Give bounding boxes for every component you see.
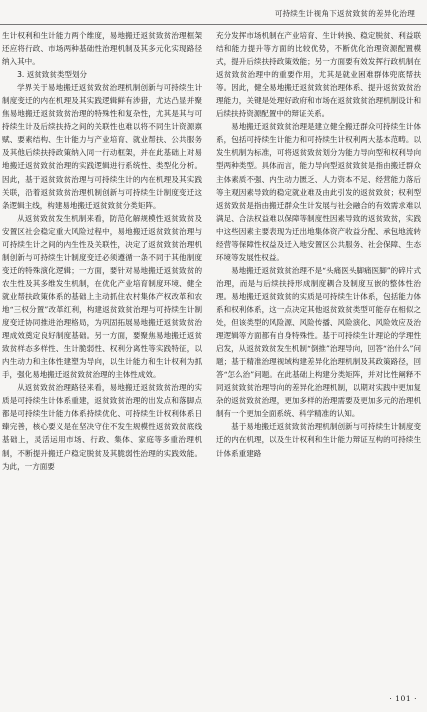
right-paragraph-4: 基于易地搬迁返贫致贫治理机制创新与可持续生计制度变迁的内在机理，以及生计权利和生计能力辩证互构的可持续生计体系重建路 [216, 422, 421, 458]
left-column [2, 29, 202, 473]
right-paragraph-1: 充分发挥市场机制在产业培育、生计转换、稳定脱贫、利益联结和能力提升等方面的比较优势，不断优化治理资源配置模式，提升后续扶持政策效能；另一方面要有效发挥行政机制在返贫致贫治理中的重要作用，尤其是就业困难群体兜底帮扶等。因此，健全易地搬迁返贫致贫治理体系、提升返贫致贫治理能力，关键是处理好政府和市场在返贫致贫治理机制设计和后续扶持资源配置中的辩证关系。 [216, 31, 421, 119]
right-column [216, 29, 421, 460]
left-paragraph-3: 从返贫致贫发生机制来看，防范化解规模性返贫致贫及安置区社会稳定重大风险过程中，易地搬迁返贫致贫治理与可持续生计之间的内生性及关联性，决定了返贫致贫治理机制创新与可持续生计制度变迁必须遵循一条不同于其他制度变迁的特殊演化逻辑；一方面，要针对易地搬迁返贫致贫的农生性及其多维发生机制，在优化产业培育制度环境、健全就业帮扶政策体系的基础上主动抓住农村集体产权改革和农地“三权分置”改革红利，构建返贫致贫治理与可持续生计制度变迁协同推进治理格局，为巩固拓展易地搬迁返贫致贫治理成效奠定良好制度基础。另一方面，要聚焦易地搬迁返贫致贫样态多样性、生计脆弱性、权利分离性等实践特征，以内生动力和主体性建塑为导向，以生计能力和生计权利为抓手，强化易地搬迁返贫致贫治理的主体性成效。 [2, 213, 202, 380]
running-header: 可持续生计视角下返贫致贫的差异化治理 [274, 9, 415, 18]
left-paragraph-2: 学界关于易地搬迁返贫致贫治理机制创新与可持续生计制度变迁的内在机理及其实践逻辑鲜有涉猎，尤达凸显并聚焦易地搬迁返贫致贫治理的特殊性和复杂性，尤其是其与可持续生计及后续扶持之间的关联性也难以将不同生计资源禀赋、要素结构、生计能力与产业培育、就业帮扶、公共服务及其他后续扶持政策纳入同一行动框架，并在此基础上对易地搬迁返贫致贫治理的实践逻辑进行系统性、类型化分析。因此，基于返贫致贫治理与可持续生计的内在机理及其实践关联，沿着返贫致贫治理机制创新与可持续生计制度变迁这条逻辑主线，构建易地搬迁返贫致贫分类矩阵。 [2, 83, 202, 210]
left-paragraph-1: 生计权利和生计能力两个维度，易地搬迁返贫致贫治理框架还应将行政、市场两种基础性治理机制及其多元化实现路径纳入其中。 [2, 31, 202, 67]
left-paragraph-4: 从返贫致贫治理路径来看，易地搬迁返贫致贫治理的实质是可持续生计体系重建，返贫致贫治理的出发点和落脚点都是可持续生计能力体系持续优化、可持续生计权利体系日臻完善，核心要义是在坚决守住不发生规模性返贫致贫底线基础上，灵活运用市场、行政、集体、家庭等多重治理机制，不断提升搬迁户稳定脱贫及其脆弱性治理的实践效能。为此，一方面要 [2, 383, 202, 471]
header-rule [0, 24, 427, 25]
right-paragraph-3: 易地搬迁返贫致贫治理不是“头痛医头脚痛医脚”的碎片式治理，而是与后续扶持形成制度耦合及制度互嵌的整体性治理。易地搬迁返贫致贫的实质是可持续生计体系，包括能力体系和权利体系，这一点决定其他返贫致贫类型可能存在相似之处，但该类型的风险源、风险传播、风险演化、风险效应及治理逻辑等方面都有自身特殊性。基于可持续生计理论的学理性启发，从返贫致贫发生机制“倒推”治理导向，回答“治什么”问题；基于精准治理视域构建差异化治理机制及其政策路径，回答“怎么治”问题。在此基础上构建分类矩阵，并对比性阐释不同返贫致贫治理导向的差异化治理机制，以期对实践中更加复杂的返贫致贫治理，更加多样的治理需要及更加多元的治理机制有一个更加全面系统、科学精准的认知。 [216, 265, 421, 419]
right-paragraph-2: 易地搬迁返贫致贫治理是建立健全搬迁群众可持续生计体系，包括可持续生计能力和可持续生计权利两大基本范畴。以发生机制为标准，可将返贫致贫划分为能力导向型和权利导向型两种类型。具体而言，能力导向型返贫致贫是指由搬迁群众主体素质不强、内生动力匮乏、人力资本不足、经营能力落后等主观因素导致的稳定就业难及由此引发的返贫致贫；权利型返贫致贫是指由搬迁群众生计发展与社会融合的有效需求难以满足、合法权益难以保障等制度性因素导致的返贫致贫，实践中这些因素主要表现为迁出地集体资产收益分配、承包地流转经营等保障性权益及迁入地安置区公共服务、社会保障、生态环境等发展性权益。 [216, 122, 421, 262]
page-number: · 101 · [389, 694, 417, 703]
section-heading: 3. 返贫致贫类型划分 [17, 70, 88, 80]
